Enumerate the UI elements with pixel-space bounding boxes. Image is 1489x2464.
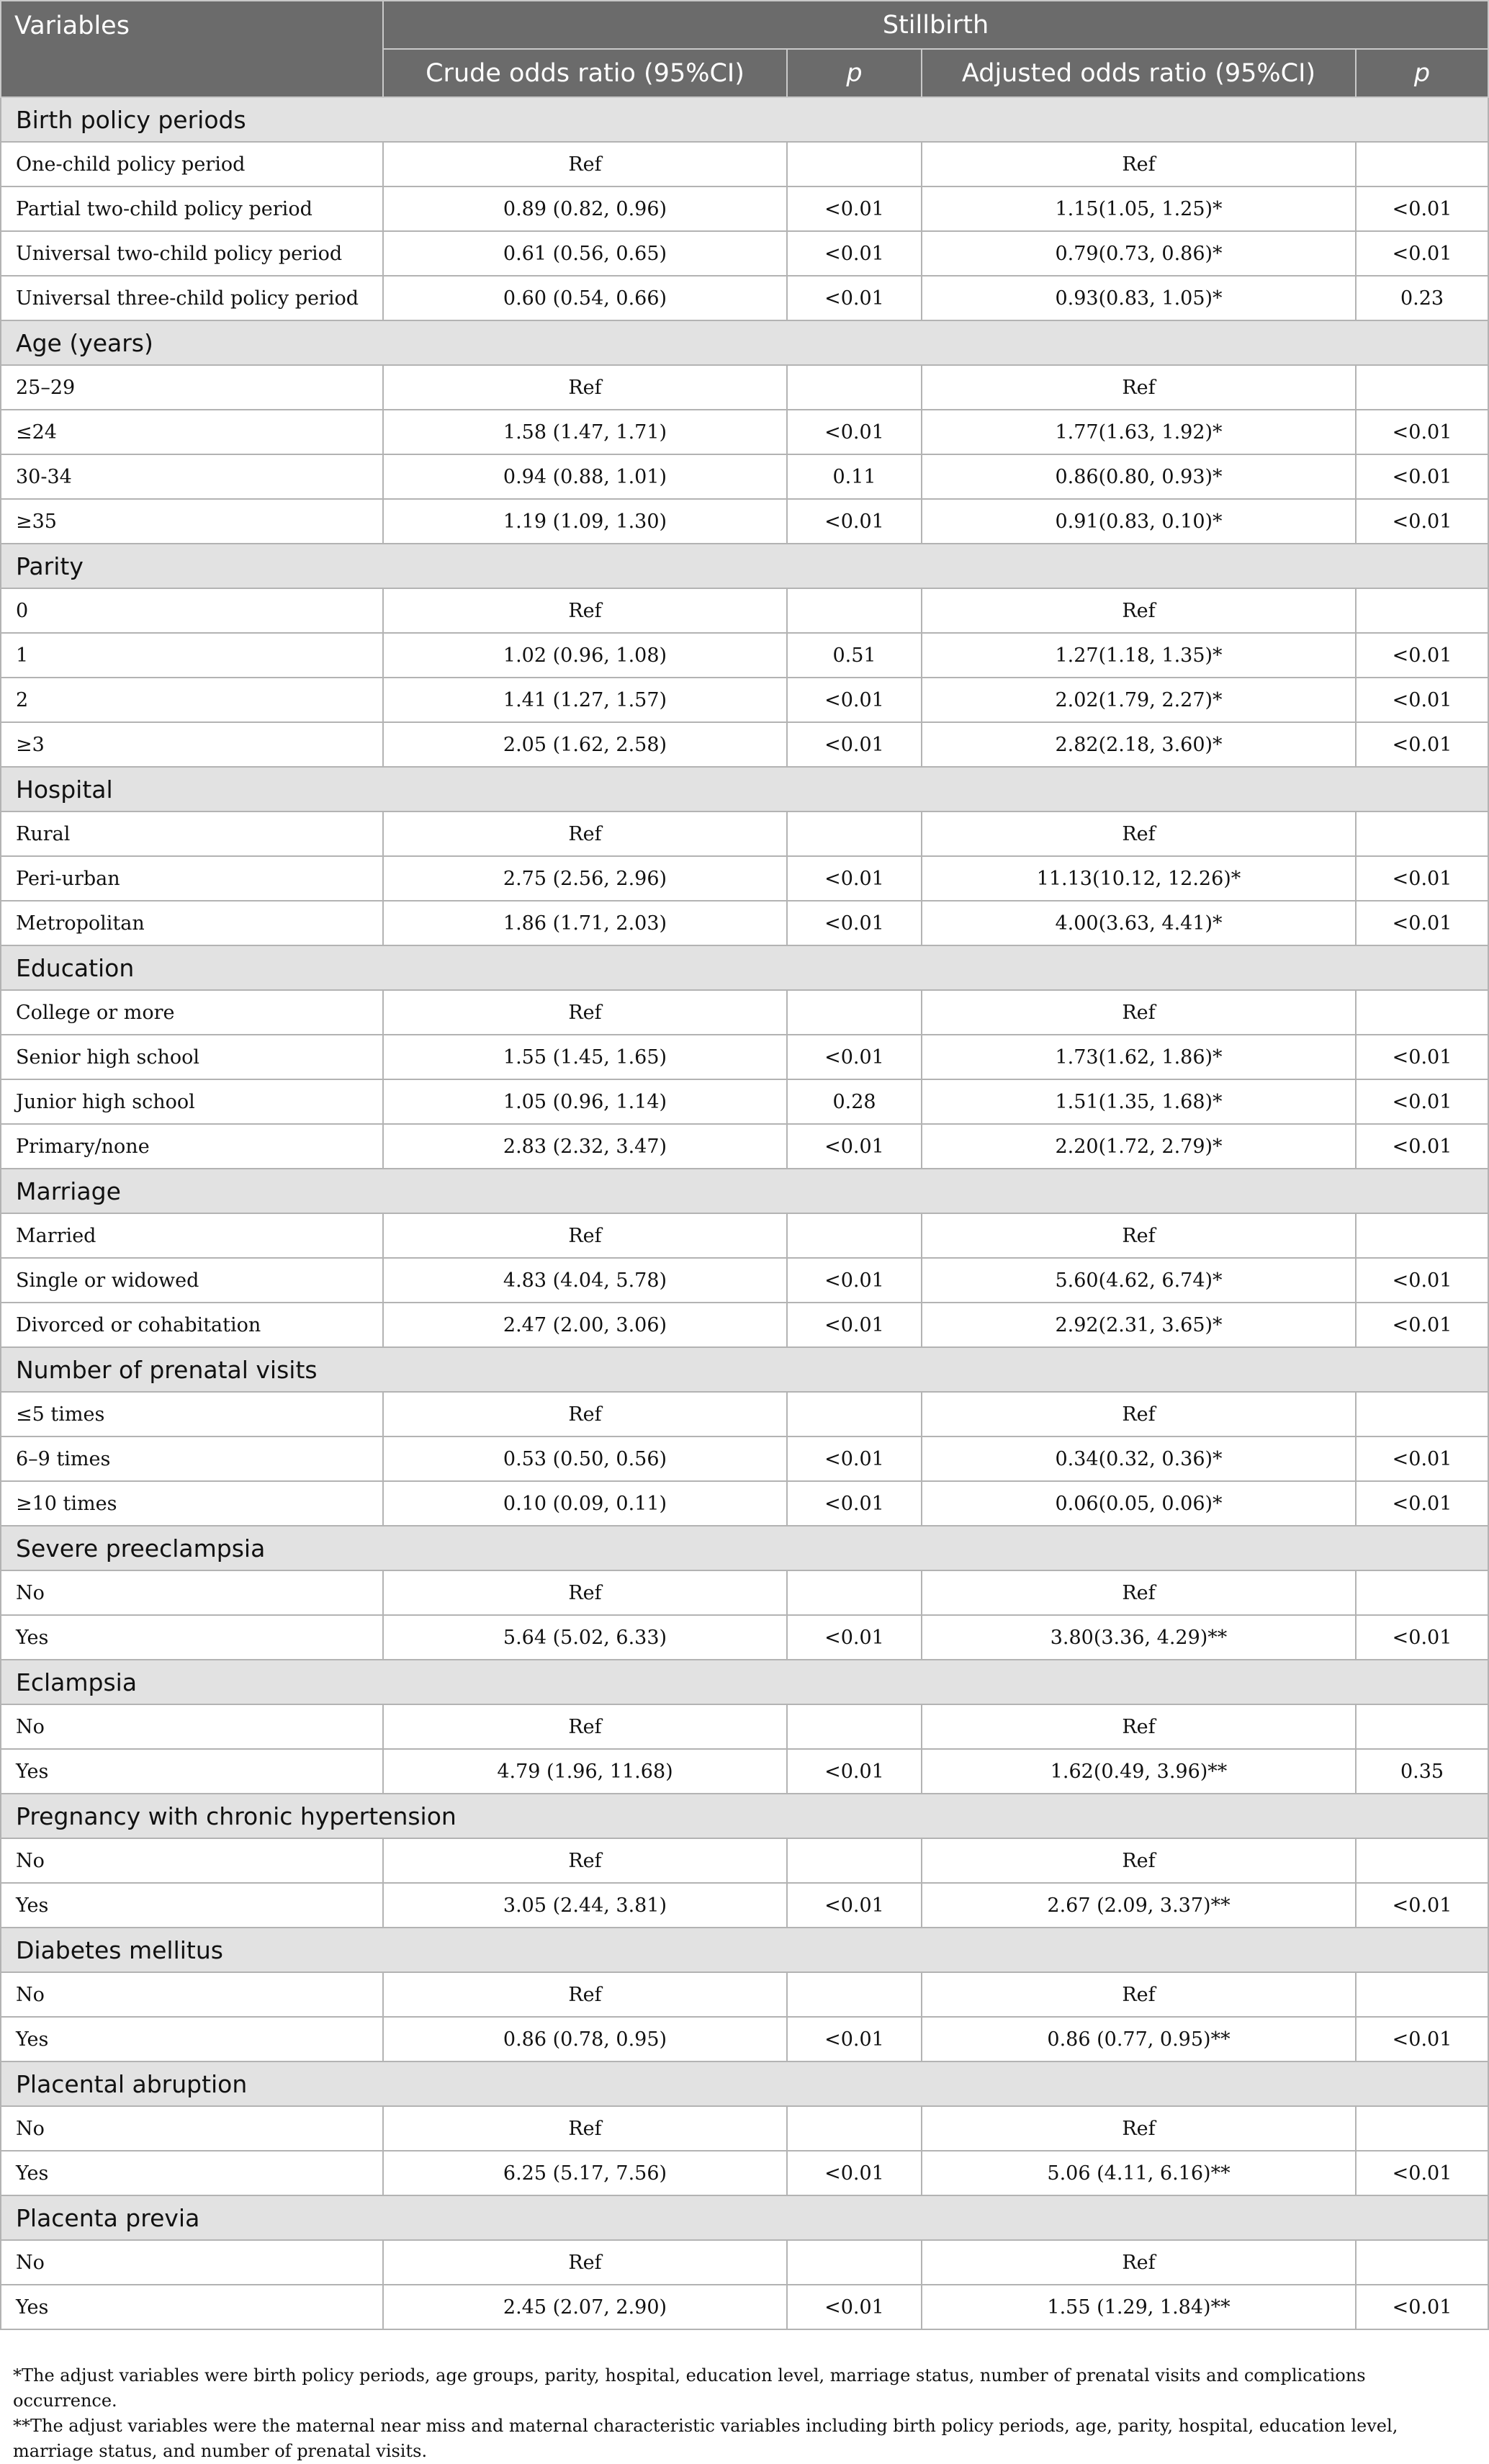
section-title: Parity — [1, 544, 1488, 588]
row-label: ≤24 — [1, 410, 383, 454]
p-value-adjusted: <0.01 — [1356, 633, 1488, 678]
table-row — [1, 678, 1488, 722]
adjusted-odds-ratio: Ref — [922, 588, 1356, 633]
crude-odds-ratio: Ref — [383, 1838, 787, 1883]
row-label: One-child policy period — [1, 142, 383, 186]
table-body — [1, 97, 1488, 2329]
row-label: No — [1, 1570, 383, 1615]
table-row — [1, 1213, 1488, 1258]
adjusted-odds-ratio: 1.15(1.05, 1.25)* — [922, 186, 1356, 231]
p-value-adjusted: <0.01 — [1356, 1481, 1488, 1526]
p-value-crude — [787, 1213, 922, 1258]
table-row — [1, 2151, 1488, 2195]
row-label: No — [1, 1704, 383, 1749]
p-value-crude: 0.11 — [787, 454, 922, 499]
row-label: Yes — [1, 2285, 383, 2329]
p-value-crude: <0.01 — [787, 678, 922, 722]
header-variables: Variables — [1, 1, 383, 97]
p-value-crude: <0.01 — [787, 2285, 922, 2329]
table-row — [1, 2017, 1488, 2061]
table-row — [1, 1883, 1488, 1928]
row-label: Primary/none — [1, 1124, 383, 1169]
section-header-row — [1, 1794, 1488, 1838]
p-value-adjusted — [1356, 811, 1488, 856]
p-value-crude: <0.01 — [787, 1883, 922, 1928]
row-label: Single or widowed — [1, 1258, 383, 1303]
crude-odds-ratio: 3.05 (2.44, 3.81) — [383, 1883, 787, 1928]
p-value-crude: <0.01 — [787, 231, 922, 276]
crude-odds-ratio: 1.86 (1.71, 2.03) — [383, 901, 787, 945]
p-value-adjusted: <0.01 — [1356, 722, 1488, 767]
p-value-crude — [787, 1838, 922, 1883]
crude-odds-ratio: Ref — [383, 142, 787, 186]
header-outcome: Stillbirth — [383, 1, 1488, 49]
adjusted-odds-ratio: 1.62(0.49, 3.96)** — [922, 1749, 1356, 1794]
header-adjusted-or: Adjusted odds ratio (95%CI) — [922, 49, 1356, 97]
p-value-crude: <0.01 — [787, 2151, 922, 2195]
section-title: Number of prenatal visits — [1, 1347, 1488, 1392]
adjusted-odds-ratio: 5.06 (4.11, 6.16)** — [922, 2151, 1356, 2195]
table-row — [1, 365, 1488, 410]
p-value-crude: <0.01 — [787, 2017, 922, 2061]
p-value-crude: <0.01 — [787, 856, 922, 901]
section-title: Placental abruption — [1, 2061, 1488, 2106]
crude-odds-ratio: Ref — [383, 2240, 787, 2285]
p-value-adjusted — [1356, 1213, 1488, 1258]
adjusted-odds-ratio: 2.20(1.72, 2.79)* — [922, 1124, 1356, 1169]
table-row — [1, 1079, 1488, 1124]
adjusted-odds-ratio: Ref — [922, 1972, 1356, 2017]
p-value-crude: <0.01 — [787, 1749, 922, 1794]
p-value-crude — [787, 1392, 922, 1436]
p-value-crude: <0.01 — [787, 499, 922, 544]
p-value-adjusted — [1356, 1838, 1488, 1883]
row-label: 0 — [1, 588, 383, 633]
footnote: *The adjust variables were birth policy periods, age groups, parity, hospital, education level, marriage status, number of prenatal visits and complications occurrence. — [13, 2365, 1366, 2411]
row-label: Universal two-child policy period — [1, 231, 383, 276]
crude-odds-ratio: 4.83 (4.04, 5.78) — [383, 1258, 787, 1303]
adjusted-odds-ratio: 0.79(0.73, 0.86)* — [922, 231, 1356, 276]
section-title: Eclampsia — [1, 1660, 1488, 1704]
row-label: Yes — [1, 1749, 383, 1794]
row-label: College or more — [1, 990, 383, 1035]
section-header-row — [1, 767, 1488, 811]
table-row — [1, 454, 1488, 499]
p-value-crude — [787, 588, 922, 633]
adjusted-odds-ratio: 5.60(4.62, 6.74)* — [922, 1258, 1356, 1303]
adjusted-odds-ratio: 11.13(10.12, 12.26)* — [922, 856, 1356, 901]
section-header-row — [1, 2195, 1488, 2240]
row-label: Partial two-child policy period — [1, 186, 383, 231]
p-value-adjusted — [1356, 1392, 1488, 1436]
p-value-crude — [787, 2106, 922, 2151]
footnote: **The adjust variables were the maternal near miss and maternal characteristic variables including birth policy periods, age, parity, hospital, education level, marriage status, and number of prenatal visits. — [13, 2416, 1398, 2461]
row-label: Rural — [1, 811, 383, 856]
crude-odds-ratio: 0.53 (0.50, 0.56) — [383, 1436, 787, 1481]
p-value-crude — [787, 1570, 922, 1615]
table-row — [1, 1570, 1488, 1615]
p-value-crude: <0.01 — [787, 186, 922, 231]
adjusted-odds-ratio: 0.93(0.83, 1.05)* — [922, 276, 1356, 320]
crude-odds-ratio: Ref — [383, 1570, 787, 1615]
table-row — [1, 1258, 1488, 1303]
p-value-adjusted — [1356, 2240, 1488, 2285]
crude-odds-ratio: 4.79 (1.96, 11.68) — [383, 1749, 787, 1794]
section-title: Birth policy periods — [1, 97, 1488, 142]
p-value-adjusted: <0.01 — [1356, 2151, 1488, 2195]
p-value-adjusted: <0.01 — [1356, 186, 1488, 231]
row-label: No — [1, 1838, 383, 1883]
p-value-adjusted: <0.01 — [1356, 2017, 1488, 2061]
adjusted-odds-ratio: Ref — [922, 142, 1356, 186]
header-p-crude: p — [787, 49, 922, 97]
section-title: Pregnancy with chronic hypertension — [1, 1794, 1488, 1838]
crude-odds-ratio: 6.25 (5.17, 7.56) — [383, 2151, 787, 2195]
crude-odds-ratio: Ref — [383, 1213, 787, 1258]
crude-odds-ratio: 1.19 (1.09, 1.30) — [383, 499, 787, 544]
p-value-crude: <0.01 — [787, 1303, 922, 1347]
table-row — [1, 1436, 1488, 1481]
row-label: 25–29 — [1, 365, 383, 410]
crude-odds-ratio: 1.05 (0.96, 1.14) — [383, 1079, 787, 1124]
section-header-row — [1, 1169, 1488, 1213]
adjusted-odds-ratio: 2.67 (2.09, 3.37)** — [922, 1883, 1356, 1928]
crude-odds-ratio: Ref — [383, 365, 787, 410]
row-label: 1 — [1, 633, 383, 678]
crude-odds-ratio: 0.86 (0.78, 0.95) — [383, 2017, 787, 2061]
row-label: Yes — [1, 2017, 383, 2061]
crude-odds-ratio: Ref — [383, 1704, 787, 1749]
adjusted-odds-ratio: 4.00(3.63, 4.41)* — [922, 901, 1356, 945]
table-row — [1, 1838, 1488, 1883]
adjusted-odds-ratio: 2.02(1.79, 2.27)* — [922, 678, 1356, 722]
section-header-row — [1, 2061, 1488, 2106]
table-row — [1, 186, 1488, 231]
row-label: ≥3 — [1, 722, 383, 767]
table-row — [1, 901, 1488, 945]
row-label: Yes — [1, 1883, 383, 1928]
table-row — [1, 1481, 1488, 1526]
section-header-row — [1, 1928, 1488, 1972]
table-row — [1, 1615, 1488, 1660]
crude-odds-ratio: 0.10 (0.09, 0.11) — [383, 1481, 787, 1526]
adjusted-odds-ratio: Ref — [922, 990, 1356, 1035]
section-header-row — [1, 945, 1488, 990]
table-row — [1, 1749, 1488, 1794]
row-label: Senior high school — [1, 1035, 383, 1079]
p-value-crude: <0.01 — [787, 901, 922, 945]
section-header-row — [1, 1660, 1488, 1704]
p-value-adjusted: <0.01 — [1356, 2285, 1488, 2329]
adjusted-odds-ratio: 0.34(0.32, 0.36)* — [922, 1436, 1356, 1481]
p-value-adjusted: <0.01 — [1356, 1258, 1488, 1303]
adjusted-odds-ratio: 1.73(1.62, 1.86)* — [922, 1035, 1356, 1079]
crude-odds-ratio: 2.47 (2.00, 3.06) — [383, 1303, 787, 1347]
p-value-crude: <0.01 — [787, 722, 922, 767]
table-row — [1, 1035, 1488, 1079]
p-value-adjusted — [1356, 1570, 1488, 1615]
section-header-row — [1, 1526, 1488, 1570]
table-row — [1, 499, 1488, 544]
adjusted-odds-ratio: Ref — [922, 1704, 1356, 1749]
section-header-row — [1, 1347, 1488, 1392]
crude-odds-ratio: Ref — [383, 1392, 787, 1436]
adjusted-odds-ratio: 1.55 (1.29, 1.84)** — [922, 2285, 1356, 2329]
crude-odds-ratio: 1.55 (1.45, 1.65) — [383, 1035, 787, 1079]
p-value-adjusted — [1356, 1972, 1488, 2017]
row-label: Yes — [1, 1615, 383, 1660]
p-value-adjusted: <0.01 — [1356, 1436, 1488, 1481]
table-row — [1, 2240, 1488, 2285]
crude-odds-ratio: 2.05 (1.62, 2.58) — [383, 722, 787, 767]
crude-odds-ratio: 2.83 (2.32, 3.47) — [383, 1124, 787, 1169]
crude-odds-ratio: 2.75 (2.56, 2.96) — [383, 856, 787, 901]
table-header — [1, 1, 1488, 97]
row-label: Divorced or cohabitation — [1, 1303, 383, 1347]
p-value-adjusted: <0.01 — [1356, 454, 1488, 499]
row-label: ≤5 times — [1, 1392, 383, 1436]
section-title: Placenta previa — [1, 2195, 1488, 2240]
row-label: 30-34 — [1, 454, 383, 499]
row-label: ≥10 times — [1, 1481, 383, 1526]
header-crude-or: Crude odds ratio (95%CI) — [383, 49, 787, 97]
section-header-row — [1, 97, 1488, 142]
table-row — [1, 588, 1488, 633]
row-label: Yes — [1, 2151, 383, 2195]
p-value-adjusted — [1356, 2106, 1488, 2151]
section-title: Age (years) — [1, 320, 1488, 365]
section-title: Marriage — [1, 1169, 1488, 1213]
table-row — [1, 1124, 1488, 1169]
table-row — [1, 2106, 1488, 2151]
crude-odds-ratio: 1.58 (1.47, 1.71) — [383, 410, 787, 454]
adjusted-odds-ratio: 2.82(2.18, 3.60)* — [922, 722, 1356, 767]
adjusted-odds-ratio: 0.91(0.83, 0.10)* — [922, 499, 1356, 544]
p-value-crude: 0.51 — [787, 633, 922, 678]
p-value-adjusted: <0.01 — [1356, 678, 1488, 722]
crude-odds-ratio: 5.64 (5.02, 6.33) — [383, 1615, 787, 1660]
table-row — [1, 1972, 1488, 2017]
crude-odds-ratio: Ref — [383, 1972, 787, 2017]
crude-odds-ratio: 0.89 (0.82, 0.96) — [383, 186, 787, 231]
table-row — [1, 1303, 1488, 1347]
adjusted-odds-ratio: Ref — [922, 811, 1356, 856]
table-row — [1, 276, 1488, 320]
crude-odds-ratio: 0.61 (0.56, 0.65) — [383, 231, 787, 276]
table-row — [1, 856, 1488, 901]
p-value-crude: 0.28 — [787, 1079, 922, 1124]
p-value-adjusted — [1356, 1704, 1488, 1749]
adjusted-odds-ratio: Ref — [922, 1392, 1356, 1436]
p-value-crude — [787, 811, 922, 856]
p-value-adjusted — [1356, 142, 1488, 186]
footnotes — [13, 2363, 1475, 2464]
row-label: Universal three-child policy period — [1, 276, 383, 320]
crude-odds-ratio: Ref — [383, 2106, 787, 2151]
row-label: 2 — [1, 678, 383, 722]
p-value-crude: <0.01 — [787, 1436, 922, 1481]
p-value-adjusted: <0.01 — [1356, 1035, 1488, 1079]
table-row — [1, 410, 1488, 454]
p-value-crude — [787, 365, 922, 410]
p-value-crude: <0.01 — [787, 1258, 922, 1303]
section-title: Education — [1, 945, 1488, 990]
adjusted-odds-ratio: 3.80(3.36, 4.29)** — [922, 1615, 1356, 1660]
adjusted-odds-ratio: 0.86 (0.77, 0.95)** — [922, 2017, 1356, 2061]
table-row — [1, 722, 1488, 767]
adjusted-odds-ratio: Ref — [922, 1570, 1356, 1615]
row-label: No — [1, 1972, 383, 2017]
p-value-crude: <0.01 — [787, 1124, 922, 1169]
section-title: Hospital — [1, 767, 1488, 811]
crude-odds-ratio: Ref — [383, 588, 787, 633]
p-value-crude — [787, 2240, 922, 2285]
table-row — [1, 1392, 1488, 1436]
crude-odds-ratio: 1.02 (0.96, 1.08) — [383, 633, 787, 678]
p-value-crude — [787, 142, 922, 186]
adjusted-odds-ratio: 1.51(1.35, 1.68)* — [922, 1079, 1356, 1124]
p-value-adjusted — [1356, 365, 1488, 410]
p-value-crude: <0.01 — [787, 410, 922, 454]
row-label: No — [1, 2240, 383, 2285]
crude-odds-ratio: 0.94 (0.88, 1.01) — [383, 454, 787, 499]
adjusted-odds-ratio: 1.27(1.18, 1.35)* — [922, 633, 1356, 678]
row-label: Metropolitan — [1, 901, 383, 945]
p-value-adjusted: 0.35 — [1356, 1749, 1488, 1794]
crude-odds-ratio: Ref — [383, 811, 787, 856]
p-value-adjusted: <0.01 — [1356, 1303, 1488, 1347]
adjusted-odds-ratio: Ref — [922, 1838, 1356, 1883]
table-row — [1, 1704, 1488, 1749]
crude-odds-ratio: 2.45 (2.07, 2.90) — [383, 2285, 787, 2329]
p-value-adjusted — [1356, 588, 1488, 633]
p-value-adjusted: <0.01 — [1356, 410, 1488, 454]
p-value-adjusted: <0.01 — [1356, 901, 1488, 945]
crude-odds-ratio: 0.60 (0.54, 0.66) — [383, 276, 787, 320]
adjusted-odds-ratio: 2.92(2.31, 3.65)* — [922, 1303, 1356, 1347]
p-value-crude: <0.01 — [787, 1481, 922, 1526]
crude-odds-ratio: 1.41 (1.27, 1.57) — [383, 678, 787, 722]
adjusted-odds-ratio: Ref — [922, 1213, 1356, 1258]
p-value-crude: <0.01 — [787, 1035, 922, 1079]
p-value-adjusted: <0.01 — [1356, 1079, 1488, 1124]
section-title: Severe preeclampsia — [1, 1526, 1488, 1570]
p-value-adjusted: <0.01 — [1356, 499, 1488, 544]
table-row — [1, 2285, 1488, 2329]
p-value-adjusted: <0.01 — [1356, 1883, 1488, 1928]
table-row — [1, 990, 1488, 1035]
row-label: Married — [1, 1213, 383, 1258]
row-label: No — [1, 2106, 383, 2151]
adjusted-odds-ratio: Ref — [922, 365, 1356, 410]
section-header-row — [1, 320, 1488, 365]
p-value-adjusted: <0.01 — [1356, 1124, 1488, 1169]
header-p-adjusted: p — [1356, 49, 1488, 97]
adjusted-odds-ratio: Ref — [922, 2240, 1356, 2285]
adjusted-odds-ratio: 0.06(0.05, 0.06)* — [922, 1481, 1356, 1526]
adjusted-odds-ratio: Ref — [922, 2106, 1356, 2151]
p-value-adjusted: <0.01 — [1356, 856, 1488, 901]
p-value-adjusted — [1356, 990, 1488, 1035]
p-value-crude: <0.01 — [787, 1615, 922, 1660]
row-label: ≥35 — [1, 499, 383, 544]
p-value-crude — [787, 990, 922, 1035]
table-row — [1, 142, 1488, 186]
adjusted-odds-ratio: 1.77(1.63, 1.92)* — [922, 410, 1356, 454]
crude-odds-ratio: Ref — [383, 990, 787, 1035]
table-row — [1, 633, 1488, 678]
p-value-adjusted: <0.01 — [1356, 231, 1488, 276]
table-row — [1, 231, 1488, 276]
p-value-crude — [787, 1704, 922, 1749]
table-row — [1, 811, 1488, 856]
row-label: Peri-urban — [1, 856, 383, 901]
adjusted-odds-ratio: 0.86(0.80, 0.93)* — [922, 454, 1356, 499]
p-value-adjusted: <0.01 — [1356, 1615, 1488, 1660]
p-value-crude — [787, 1972, 922, 2017]
section-title: Diabetes mellitus — [1, 1928, 1488, 1972]
p-value-adjusted: 0.23 — [1356, 276, 1488, 320]
row-label: Junior high school — [1, 1079, 383, 1124]
p-value-crude: <0.01 — [787, 276, 922, 320]
row-label: 6–9 times — [1, 1436, 383, 1481]
section-header-row — [1, 544, 1488, 588]
